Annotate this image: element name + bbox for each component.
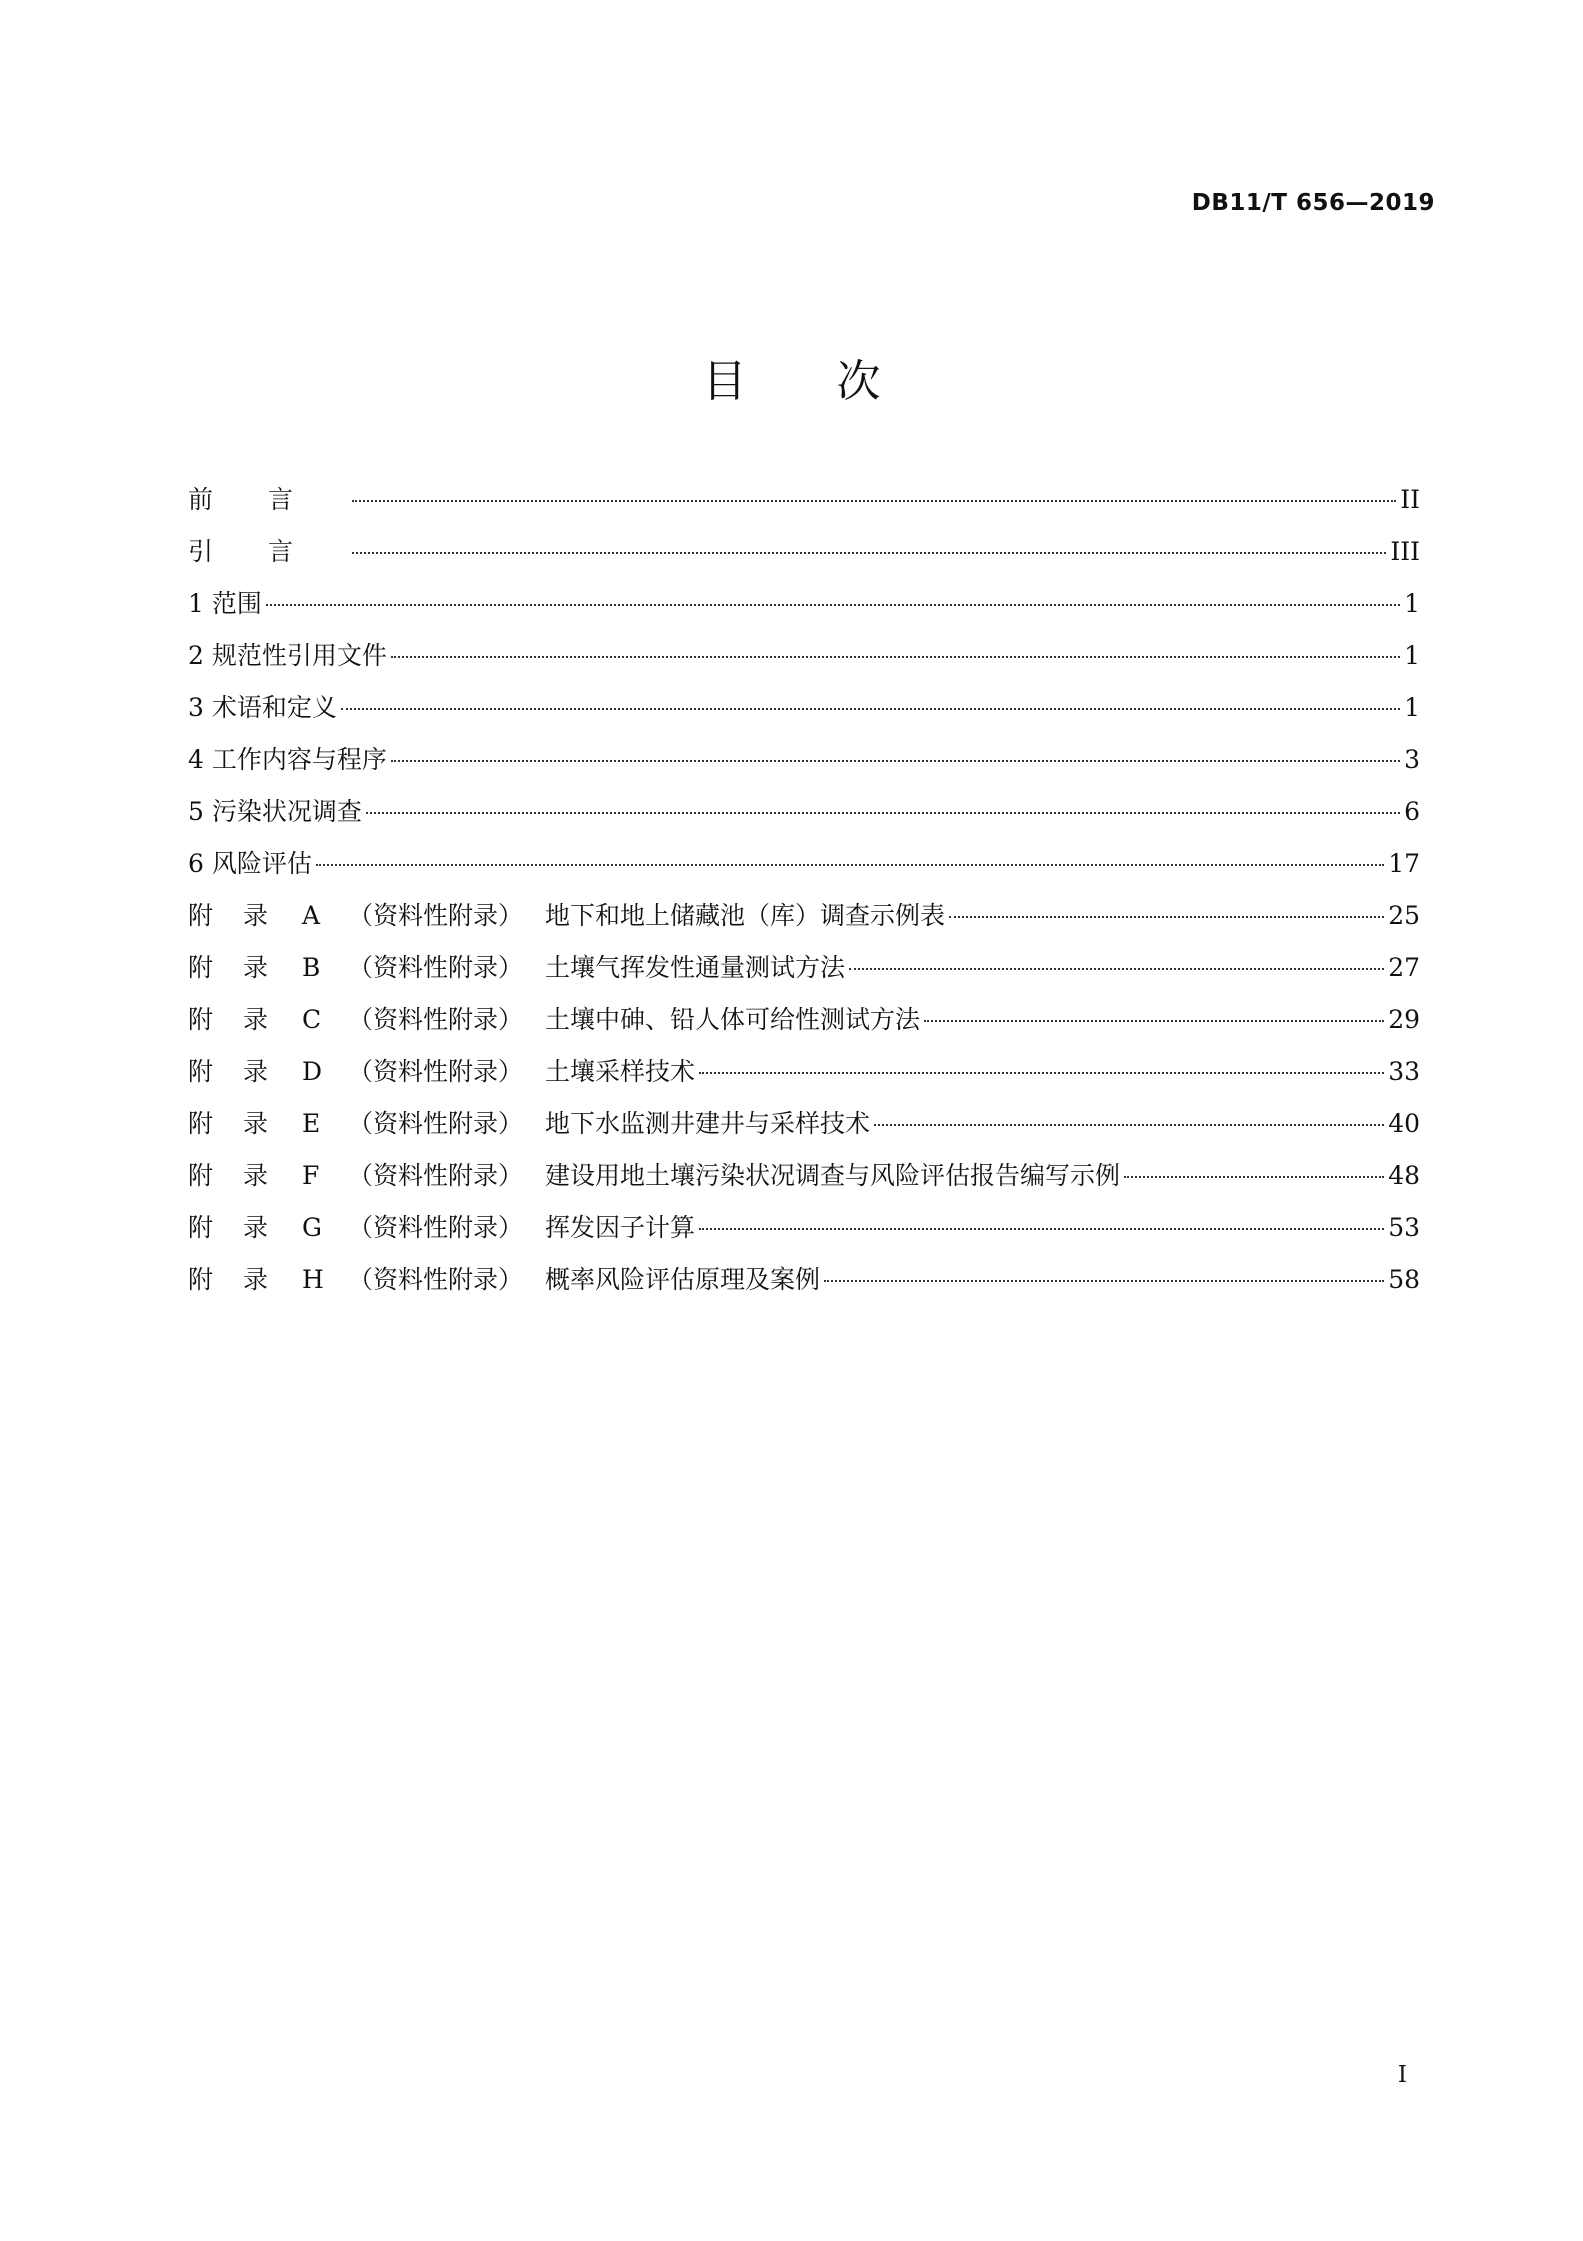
appendix-letter: E — [302, 1109, 321, 1138]
dot-leader — [391, 656, 1400, 658]
appendix-letter: F — [302, 1161, 320, 1190]
dot-leader — [266, 604, 1400, 606]
appendix-word: 录 — [243, 953, 269, 982]
appendix-word: 录 — [243, 901, 269, 930]
appendix-type: （资料性附录） — [348, 1161, 524, 1190]
toc-entry-label: 规范性引用文件 — [211, 641, 387, 670]
toc-entry-page: 48 — [1388, 1161, 1420, 1190]
toc-entry-section-3[interactable] — [188, 682, 1420, 734]
appendix-word: 录 — [243, 1057, 269, 1086]
appendix-word: 录 — [243, 1109, 269, 1138]
dot-leader — [1124, 1176, 1384, 1178]
toc-entry-label: 概率风险评估原理及案例 — [545, 1265, 821, 1294]
toc-entry-page: 33 — [1388, 1057, 1420, 1086]
toc-entry-number: 4 — [188, 745, 204, 774]
dot-leader — [699, 1228, 1384, 1230]
table-of-contents — [188, 474, 1420, 1306]
appendix-word: 附 — [188, 1265, 214, 1294]
appendix-letter: A — [302, 901, 321, 930]
toc-entry-appendix-e[interactable] — [188, 1098, 1420, 1150]
appendix-type: （资料性附录） — [348, 1265, 524, 1294]
appendix-type: （资料性附录） — [348, 901, 524, 930]
toc-entry-page: 6 — [1404, 797, 1420, 826]
appendix-type: （资料性附录） — [348, 1109, 524, 1138]
appendix-word: 附 — [188, 1057, 214, 1086]
appendix-word: 录 — [243, 1213, 269, 1242]
toc-entry-page: 27 — [1388, 953, 1420, 982]
toc-entry-number: 3 — [188, 693, 204, 722]
dot-leader — [352, 552, 1386, 554]
appendix-word: 录 — [243, 1161, 269, 1190]
toc-entry-label: 风险评估 — [211, 849, 312, 878]
toc-entry-page: 40 — [1388, 1109, 1420, 1138]
toc-entry-label: 土壤中砷、铅人体可给性测试方法 — [545, 1005, 921, 1034]
toc-entry-number: 5 — [188, 797, 204, 826]
toc-entry-number: 6 — [188, 849, 204, 878]
toc-entry-section-1[interactable] — [188, 578, 1420, 630]
toc-entry-foreword[interactable] — [188, 474, 1420, 526]
appendix-type: （资料性附录） — [348, 1057, 524, 1086]
toc-entry-label: 建设用地土壤污染状况调查与风险评估报告编写示例 — [545, 1161, 1121, 1190]
toc-entry-page: 29 — [1388, 1005, 1420, 1034]
toc-entry-label: 地下和地上储藏池（库）调查示例表 — [545, 901, 946, 930]
toc-entry-page: 17 — [1388, 849, 1420, 878]
toc-entry-label: 挥发因子计算 — [545, 1213, 696, 1242]
dot-leader — [699, 1072, 1384, 1074]
page-title: 目次 — [702, 356, 971, 407]
appendix-word: 附 — [188, 901, 214, 930]
toc-entry-page: II — [1400, 485, 1420, 514]
toc-entry-number: 2 — [188, 641, 204, 670]
toc-entry-label: 地下水监测井建井与采样技术 — [545, 1109, 871, 1138]
toc-entry-section-6[interactable] — [188, 838, 1420, 890]
toc-entry-label: 术语和定义 — [211, 693, 337, 722]
toc-entry-page: 1 — [1404, 693, 1420, 722]
toc-entry-section-5[interactable] — [188, 786, 1420, 838]
toc-entry-page: III — [1390, 537, 1420, 566]
dot-leader — [316, 864, 1384, 866]
dot-leader — [391, 760, 1400, 762]
toc-entry-page: 3 — [1404, 745, 1420, 774]
toc-entry-introduction[interactable] — [188, 526, 1420, 578]
toc-entry-label: 引言 — [188, 537, 349, 566]
appendix-type: （资料性附录） — [348, 953, 524, 982]
dot-leader — [924, 1020, 1384, 1022]
toc-entry-number: 1 — [188, 589, 204, 618]
appendix-word: 附 — [188, 1109, 214, 1138]
toc-entry-appendix-f[interactable] — [188, 1150, 1420, 1202]
appendix-letter: G — [302, 1213, 323, 1242]
toc-entry-label: 污染状况调查 — [211, 797, 362, 826]
appendix-type: （资料性附录） — [348, 1005, 524, 1034]
appendix-letter: B — [302, 953, 321, 982]
dot-leader — [849, 968, 1384, 970]
dot-leader — [366, 812, 1400, 814]
appendix-word: 附 — [188, 1005, 214, 1034]
appendix-letter: C — [302, 1005, 322, 1034]
toc-entry-label: 土壤气挥发性通量测试方法 — [545, 953, 846, 982]
toc-entry-appendix-a[interactable] — [188, 890, 1420, 942]
document-code: DB11/T 656—2019 — [1191, 190, 1435, 216]
toc-entry-label: 工作内容与程序 — [211, 745, 387, 774]
toc-entry-section-2[interactable] — [188, 630, 1420, 682]
toc-entry-appendix-d[interactable] — [188, 1046, 1420, 1098]
toc-entry-label: 土壤采样技术 — [545, 1057, 696, 1086]
toc-entry-appendix-g[interactable] — [188, 1202, 1420, 1254]
dot-leader — [341, 708, 1400, 710]
appendix-type: （资料性附录） — [348, 1213, 524, 1242]
toc-entry-section-4[interactable] — [188, 734, 1420, 786]
toc-entry-appendix-c[interactable] — [188, 994, 1420, 1046]
toc-entry-page: 1 — [1404, 589, 1420, 618]
toc-entry-appendix-b[interactable] — [188, 942, 1420, 994]
appendix-word: 录 — [243, 1005, 269, 1034]
appendix-word: 附 — [188, 1161, 214, 1190]
appendix-word: 录 — [243, 1265, 269, 1294]
toc-entry-page: 58 — [1388, 1265, 1420, 1294]
toc-entry-page: 25 — [1388, 901, 1420, 930]
toc-entry-page: 53 — [1388, 1213, 1420, 1242]
dot-leader — [949, 916, 1384, 918]
toc-entry-label: 前言 — [188, 485, 349, 514]
dot-leader — [824, 1280, 1384, 1282]
dot-leader — [352, 500, 1396, 502]
appendix-letter: D — [302, 1057, 323, 1086]
appendix-letter: H — [302, 1265, 324, 1294]
toc-entry-appendix-h[interactable] — [188, 1254, 1420, 1306]
page-number: I — [1397, 2062, 1407, 2088]
appendix-word: 附 — [188, 1213, 214, 1242]
toc-entry-page: 1 — [1404, 641, 1420, 670]
dot-leader — [874, 1124, 1384, 1126]
appendix-word: 附 — [188, 953, 214, 982]
toc-entry-label: 范围 — [211, 589, 262, 618]
